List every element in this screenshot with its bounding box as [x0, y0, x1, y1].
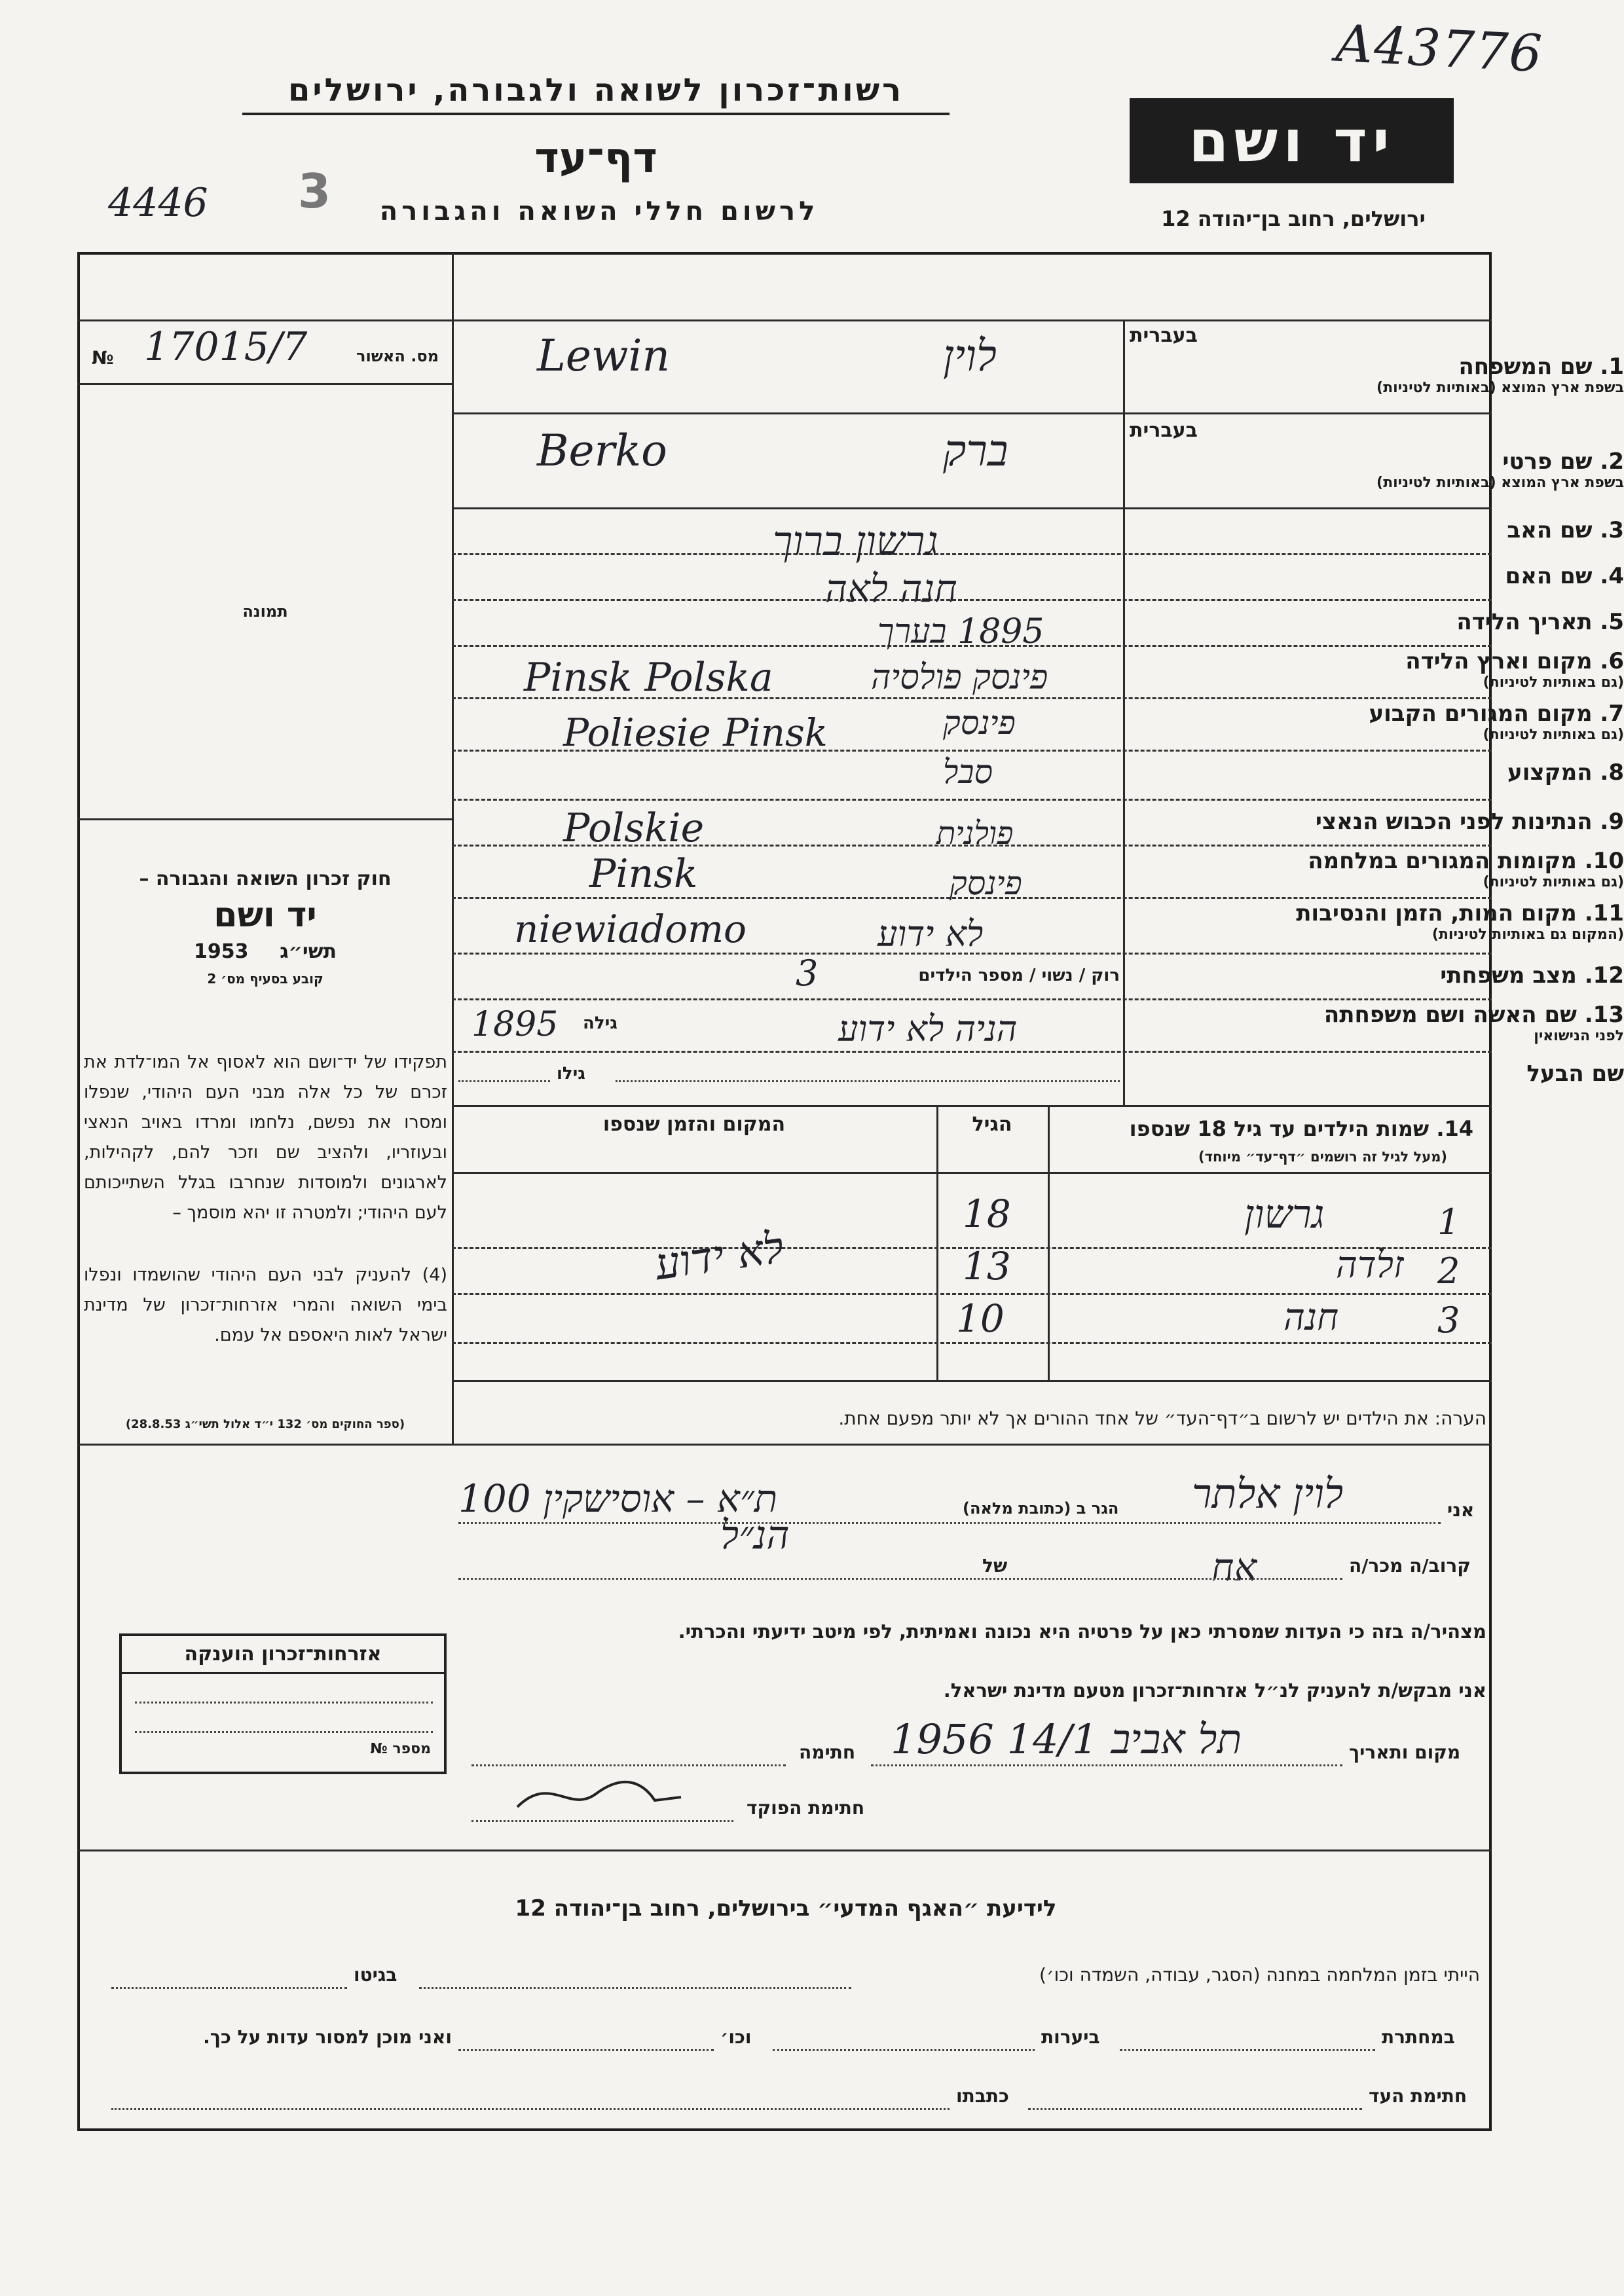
- field-3-value: גרשון ברוך: [773, 517, 938, 565]
- field-2-value-hebrew: ברק: [943, 426, 1008, 476]
- child-2-name: זלדה: [1336, 1244, 1404, 1286]
- request: אני מבקש/ת להעניק לנ״ל אזרחות־זכרון מטעם מדינת ישראל.: [943, 1679, 1486, 1702]
- field-2-value-latin: Berko: [537, 426, 667, 476]
- field-5-value: 1895 בערך: [877, 612, 1044, 651]
- reg-prefix: №: [92, 347, 114, 369]
- reg-label: מס. האשור: [356, 347, 439, 365]
- statement: מצהיר/ה בזה כי העדות שמסרתי כאן על פרטיה היא נכונה ואמיתית, לפי מיטב ידיעתי והכרתי.: [678, 1620, 1486, 1643]
- child-2-age: 13: [963, 1244, 1011, 1288]
- field-10-note: (גם באותיות לטיניות): [1483, 874, 1624, 890]
- child-3-number: 3: [1437, 1300, 1460, 1341]
- reg-number: 17015/7: [144, 324, 308, 370]
- children-title: 14. שמות הילדים עד גיל 18 שנספו: [1129, 1116, 1473, 1141]
- husband-label: [1257, 1061, 1624, 1087]
- field-7-label: [1257, 701, 1624, 743]
- lang-hebrew-1: בעברית: [1130, 324, 1198, 347]
- field-6-number: 6.: [1600, 648, 1624, 674]
- footer-line1-ghetto: בגיטו: [354, 1964, 397, 1986]
- field-2-label: [1257, 448, 1624, 491]
- law-year-heb: תשי״ג: [280, 940, 337, 963]
- citizenship-box-number: מספר №: [370, 1741, 431, 1757]
- field-5-number: 5.: [1600, 609, 1624, 635]
- field-10-label: [1257, 848, 1624, 890]
- law-text-2: (4) להעניק לבני העם היהודי שהושמדו ונפלו בימי השואה והמרי אזרחות־זכרון של מדינת ישראל לאות היאספם אל עמם.: [84, 1265, 447, 1345]
- field-4-number: 4.: [1600, 563, 1624, 589]
- field-13-note: לפני הנישואין: [1534, 1028, 1624, 1044]
- field-13-value: הניה לא ידוע: [838, 1008, 1018, 1049]
- law-section: [82, 867, 449, 987]
- yad-vashem-logo: [1130, 98, 1454, 183]
- field-1-label: [1257, 354, 1624, 396]
- field-13-age-value: 1895: [471, 1005, 559, 1044]
- children-col-age: הגיל: [972, 1113, 1012, 1136]
- institution-name: רשות־זכרון לשואה ולגבורה, ירושלים: [242, 72, 950, 115]
- remark: הערה: את הילדים יש לרשום ב״דף־העד״ של אחד ההורים אך לא יותר מפעם אחת.: [838, 1408, 1486, 1429]
- field-12-label: [1257, 962, 1624, 989]
- law-heading: חוק זכרון השואה והגבורה –: [139, 867, 392, 890]
- law-clause: קובע בסעיף מס׳ 2: [207, 971, 323, 987]
- field-11-value-latin: niewiadomo: [514, 907, 747, 951]
- footer-line2-testify: ואני מוכן למסור עדות על כך.: [203, 2026, 452, 2048]
- field-9-title: הנתינות לפני הכבוש הנאצי: [1315, 809, 1593, 835]
- field-13-number: 13.: [1584, 1002, 1624, 1028]
- declarant-address-value: ת״א – אוסישקין 100: [458, 1476, 778, 1521]
- field-6-value-latin: Pinsk Polska: [524, 655, 773, 701]
- field-9-number: 9.: [1600, 809, 1624, 835]
- child-1-number: 1: [1437, 1201, 1460, 1243]
- child-1-age: 18: [963, 1192, 1011, 1236]
- husband-title: שם הבעל: [1526, 1061, 1624, 1087]
- footer-line3-address: כתבתו: [956, 2085, 1009, 2107]
- husband-age-label: גילו: [557, 1064, 585, 1084]
- field-12-number: 12.: [1584, 962, 1624, 989]
- field-9-value-hebrew: פולנית: [936, 815, 1014, 852]
- field-11-number: 11.: [1584, 900, 1624, 926]
- field-5-label: [1257, 609, 1624, 635]
- field-3-number: 3.: [1600, 517, 1624, 543]
- children-place-value: לא ידוע: [652, 1222, 787, 1290]
- field-4-title: שם האם: [1505, 563, 1593, 589]
- officer-label: חתימת הפוקד: [747, 1797, 865, 1819]
- child-1-name: גרשון: [1244, 1192, 1325, 1237]
- archive-number: A43776: [1334, 14, 1545, 84]
- officer-signature-icon: [511, 1768, 694, 1820]
- footer-line1-camp: הייתי בזמן המלחמה במחנה (הסגר, עבודה, השמדה וכו׳): [1039, 1964, 1480, 1986]
- citizenship-box: [119, 1633, 447, 1774]
- field-12-status-label: רוק / נשוי / מספר הילדים: [918, 966, 1120, 985]
- logo-text: יד ושם: [1189, 107, 1395, 175]
- field-2-title: שם פרטי: [1502, 448, 1593, 475]
- field-6-title: מקום וארץ הלידה: [1405, 648, 1593, 674]
- law-name: יד ושם: [213, 896, 317, 935]
- field-1-number: 1.: [1600, 354, 1624, 380]
- declarant-address-label: הגר ב (כתובת מלאה): [963, 1499, 1119, 1518]
- declarant-value: לוין אלתר: [1192, 1470, 1344, 1518]
- officer-signature: [511, 1768, 694, 1820]
- place-date-label: מקום ותאריך: [1349, 1741, 1461, 1763]
- field-4-value: חנה לאה: [825, 566, 957, 611]
- law-year-num: 1953: [194, 940, 249, 963]
- field-10-value-hebrew: פינסק: [950, 864, 1022, 902]
- field-13-label: [1257, 1002, 1624, 1044]
- field-7-value-latin: Poliesie Pinsk: [563, 710, 828, 755]
- field-6-label: [1257, 648, 1624, 691]
- of-label: של: [982, 1555, 1008, 1576]
- field-12-title: מצב משפחתי: [1440, 962, 1577, 989]
- footer-line2-underground: במחתרת: [1382, 2026, 1455, 2048]
- law-source: (ספר החוקים מס׳ 132 י״ד אלול תשי״ג 28.8.53): [125, 1417, 405, 1431]
- lang-hebrew-2: בעברית: [1130, 419, 1198, 442]
- field-1-title: שם המשפחה: [1458, 354, 1593, 380]
- file-number: 4446: [108, 180, 208, 226]
- field-7-title: מקום המגורים הקבוע: [1369, 701, 1593, 727]
- field-8-title: המקצוע: [1507, 759, 1593, 786]
- field-10-number: 10.: [1584, 848, 1624, 874]
- field-8-value: סבל: [943, 753, 993, 791]
- children-col-place: המקום והזמן שנספו: [602, 1113, 786, 1136]
- form-title: דף־עד: [534, 134, 657, 183]
- field-8-number: 8.: [1600, 759, 1624, 786]
- signature-label: חתימה: [799, 1741, 856, 1763]
- field-2-origin-note: בשפת ארץ המוצא (באותיות לטיניות): [1376, 475, 1624, 491]
- field-3-title: שם האב: [1507, 517, 1593, 543]
- field-4-label: [1257, 563, 1624, 589]
- registration-number: [85, 324, 445, 383]
- field-12-value: 3: [796, 953, 819, 994]
- citizenship-box-title: אזרחות־זכרון הוענקה: [122, 1636, 444, 1674]
- file-number-mark: 3: [298, 164, 331, 219]
- child-2-number: 2: [1437, 1250, 1460, 1292]
- declarant-label: אני: [1447, 1499, 1475, 1521]
- field-3-label: [1257, 517, 1624, 543]
- field-7-value-hebrew: פינסק: [943, 704, 1016, 742]
- field-13-age-label: גילה: [583, 1013, 618, 1033]
- field-6-value-hebrew: פינסק פולסיה: [871, 658, 1048, 697]
- field-10-title: מקומות המגורים במלחמה: [1308, 848, 1577, 874]
- field-7-number: 7.: [1600, 701, 1624, 727]
- field-13-title: שם האשה ושם משפחתה: [1323, 1002, 1577, 1028]
- children-note: (מעל לגיל זה רושמים ״דף־עד״ מיוחד): [1198, 1149, 1447, 1165]
- field-6-note: (גם באותיות לטיניות): [1483, 674, 1624, 691]
- form-subtitle: לרשום חללי השואה והגבורה: [379, 196, 819, 227]
- field-2-number: 2.: [1600, 448, 1624, 475]
- field-1-value-hebrew: לוין: [943, 331, 997, 381]
- field-10-value-latin: Pinsk: [589, 851, 698, 897]
- field-9-label: [1257, 809, 1624, 835]
- law-text-1: תפקידו של יד־ושם הוא לאסוף אל המו־לדת את זכרם של כל אלה מבני העם היהודי, שנפלו ומסרו את נפשם, נלחמו ומרדו באויב הנאצי ובעוזריו, ולהציב שם וזכר להם, לקהילות, לארגונים ולמוסדות שנחרבו בגלל השתייכותם לעם היהודי; ולמטרה זו יהא מוסמך –: [84, 1052, 447, 1223]
- relation-value: אח: [1211, 1545, 1257, 1590]
- law-year: [82, 940, 449, 963]
- address: ירושלים, רחוב בן־יהודה 12: [1161, 206, 1426, 231]
- field-5-title: תאריך הלידה: [1456, 609, 1593, 635]
- of-value: הנ״ל: [720, 1512, 790, 1558]
- place-date-value: תל אביב 14/1 1956: [891, 1715, 1242, 1763]
- field-7-note: (גם באותיות לטיניות): [1483, 727, 1624, 743]
- photo-label: תמונה: [242, 602, 288, 621]
- field-11-label: [1257, 900, 1624, 943]
- child-3-name: חנה: [1283, 1296, 1339, 1339]
- footer-line3-witness-signature: חתימת העד: [1369, 2085, 1467, 2107]
- footer-line2-forests: ביערות: [1041, 2026, 1100, 2048]
- field-8-label: [1257, 759, 1624, 786]
- field-11-note: (המקום גם באותיות לטיניות): [1431, 926, 1624, 943]
- field-11-title: מקום המות, הזמן והנסיבות: [1296, 900, 1577, 926]
- relation-label: קרוב/ה מכר/ה: [1349, 1555, 1471, 1576]
- child-3-age: 10: [956, 1296, 1005, 1341]
- field-1-origin-note: בשפת ארץ המוצא (באותיות לטיניות): [1376, 380, 1624, 396]
- footer-heading: לידיעת ״האגף המדעי״ בירושלים, רחוב בן־יהודה 12: [515, 1895, 1057, 1922]
- footer-line2-etc: וכו׳: [720, 2026, 752, 2048]
- field-11-value-hebrew: לא ידוע: [877, 913, 984, 955]
- field-1-value-latin: Lewin: [537, 331, 670, 381]
- field-9-value-latin: Polskie: [563, 805, 705, 851]
